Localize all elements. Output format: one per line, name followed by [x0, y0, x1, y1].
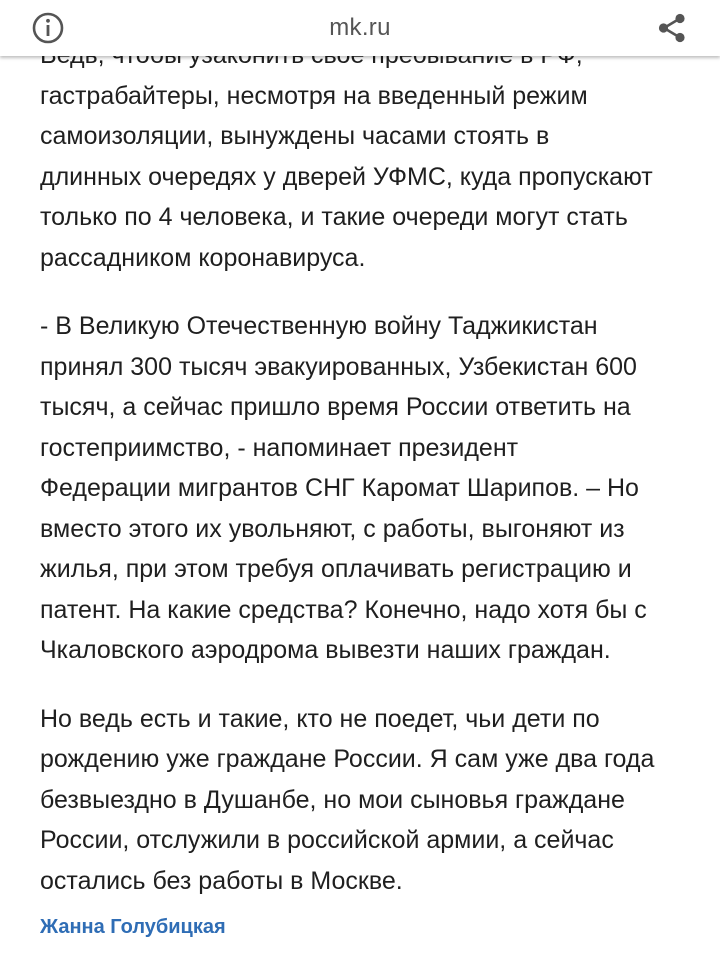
- share-icon[interactable]: [654, 10, 690, 46]
- author-link[interactable]: Жанна Голубицкая: [40, 916, 226, 938]
- article-paragraph-2: - В Великую Отечественную войну Таджикистан принял 300 тысяч эвакуированных, Узбекистан 600 тысяч, а сейчас пришло время России ответить на гостеприимство, - напоминает президент Федерации мигрантов СНГ Каромат Шарипов. – Но вместо этого их увольняют, с работы, выгоняют из жилья, при этом требуя оплачивать регистрацию и патент. На какие средства? Конечно, надо хотя бы с Чкаловского аэродрома вывезти наших граждан.: [40, 312, 647, 664]
- article-paragraph-3: Но ведь есть и такие, кто не поедет, чьи дети по рождению уже граждане России. Я сам уже два года безвыездно в Душанбе, но мои сыновья граждане России, отслужили в российской армии, а сейчас остались без работы в Москве.: [40, 704, 655, 895]
- url-domain[interactable]: mk.ru: [329, 14, 391, 41]
- article-body: [40, 35, 700, 929]
- article-paragraph-1: гастрабайтеры, несмотря на введенный режим самоизоляции, вынуждены часами стоять в длинных очередях у дверей УФМС, куда пропускают только по 4 человека, и такие очереди могут стать рассадником коронавируса.: [40, 81, 653, 272]
- browser-toolbar: [0, 0, 720, 56]
